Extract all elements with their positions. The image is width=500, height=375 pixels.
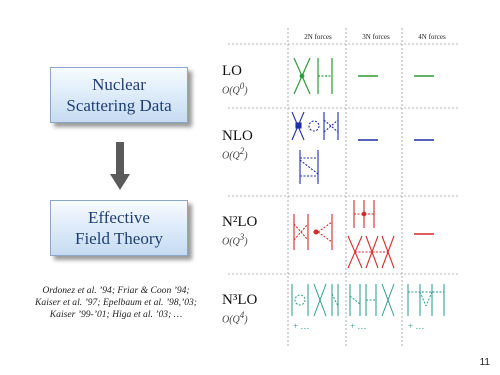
reference-line: Ordonez et al. ’94; Friar & Coon ’94;	[42, 285, 190, 296]
effective-field-theory-box	[50, 200, 188, 256]
box-line: Field Theory	[75, 229, 163, 248]
down-arrow-icon	[110, 142, 130, 190]
lo-2n-diagrams	[294, 58, 332, 94]
order-name: LO	[222, 63, 242, 79]
n3lo-4n-diagrams	[408, 284, 444, 316]
nlo-2n-diagrams	[292, 112, 338, 184]
order-power: $O(Q^4)$	[222, 310, 248, 326]
box-line: Effective	[88, 208, 150, 227]
feynman-diagram-table	[228, 28, 458, 348]
n3lo-3n-diagrams	[350, 284, 394, 316]
order-power: $O(Q^3)$	[222, 232, 248, 248]
n2lo-3n-diagrams	[348, 200, 394, 268]
order-name: N²LO	[222, 214, 258, 230]
column-header-3n: 3N forces	[362, 33, 390, 41]
continuation-3n: + …	[350, 321, 367, 331]
page-number: 11	[479, 357, 490, 368]
column-header-2n: 2N forces	[304, 33, 332, 41]
nuclear-scattering-data-box	[50, 67, 188, 123]
reference-line: Kaiser ’99-’01; Higa et al. ’03; …	[49, 309, 183, 320]
continuation-2n: + …	[293, 321, 310, 331]
references	[22, 285, 210, 321]
order-name: NLO	[222, 128, 253, 144]
continuation-4n: + …	[408, 321, 425, 331]
n3lo-2n-diagrams	[292, 284, 338, 316]
n2lo-2n-diagrams	[294, 214, 332, 250]
order-name: N³LO	[222, 292, 258, 308]
column-header-4n: 4N forces	[418, 33, 446, 41]
box-line: Nuclear	[92, 75, 146, 94]
order-power: $O(Q^2)$	[222, 146, 248, 162]
order-power: $O(Q^0)$	[222, 81, 248, 97]
reference-line: Kaiser et al. ’97; Epelbaum et al. ’98,’03;	[35, 297, 197, 308]
box-line: Scattering Data	[66, 96, 172, 115]
